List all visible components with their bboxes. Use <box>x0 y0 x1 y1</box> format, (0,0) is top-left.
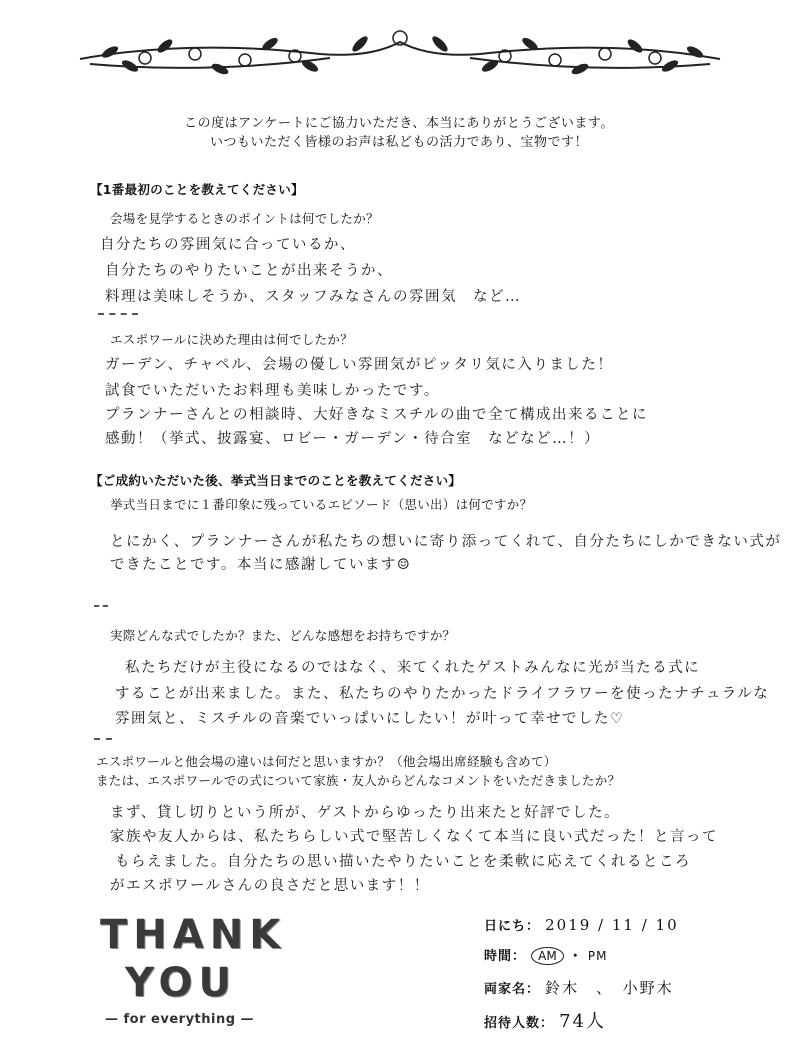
guests-row <box>484 1007 606 1033</box>
answer-reason-line-4: 感動！（挙式、披露宴、ロビー・ガーデン・待合室 などなど…！） <box>105 431 601 447</box>
intro-line-2: いつもいただく皆様のお声は私どもの活力であり、宝物です！ <box>209 135 588 150</box>
answer-episode-line-1: とにかく、プランナーさんが私たちの想いに寄り添ってくれて、自分たちにしかできない式が <box>110 534 782 550</box>
for-everything-text: — for everything — <box>105 1012 255 1027</box>
date-row <box>484 915 679 934</box>
question-difference-line-2: または、エスポワールでの式について家族・友人からどんなコメントをいただきましたか？ <box>96 773 621 788</box>
question-viewing-points: 会場を見学するときのポイントは何でしたか？ <box>110 211 379 226</box>
divider-dash <box>94 738 112 740</box>
guests-label: 招待人数： <box>484 1016 555 1031</box>
answer-difference-line-4: がエスポワールさんの良さだと思います！！ <box>110 878 430 894</box>
answer-viewing-points-line-2: 自分たちのやりたいことが出来そうか、 <box>105 263 393 279</box>
section-2-title: 【ご成約いただいた後、挙式当日までのことを教えてください】 <box>90 473 462 488</box>
answer-impression-line-3: 雰囲気と、ミスチルの音楽でいっぱいにしたい！が叶って幸せでした♡ <box>115 711 625 727</box>
answer-difference-line-3: もらえました。自分たちの思い描いたやりたいことを柔軟に応えてくれるところ <box>115 854 691 870</box>
answer-episode-line-2: できたことです。本当に感謝しています☺ <box>110 557 412 573</box>
time-separator: ・ <box>568 949 583 964</box>
family-value: 鈴木 、 小野木 <box>545 979 674 997</box>
answer-difference-line-2: 家族や友人からは、私たちらしい式で堅苦しくなくて本当に良い式だった！と言って <box>110 829 718 845</box>
question-difference-line-1: エスポワールと他会場の違いは何だと思いますか？（他会場出席経験も含めて） <box>96 754 557 769</box>
divider-dash <box>94 605 108 607</box>
answer-difference-line-1: まず、貸し切りという所が、ゲストからゆったり出来たと好評でした。 <box>110 805 621 821</box>
answer-viewing-points-line-1: 自分たちの雰囲気に合っているか、 <box>100 237 356 253</box>
answer-impression-line-1: 私たちだけが主役になるのではなく、来てくれたゲストみんなに光が当たる式に <box>125 660 701 676</box>
answer-reason-line-2: 試食でいただいたお料理も美味しかったです。 <box>105 383 440 399</box>
family-row <box>484 977 674 998</box>
section-1-title: 【1番最初のことを教えてください】 <box>90 182 304 197</box>
floral-wreath-decoration <box>70 14 730 94</box>
answer-reason-line-3: プランナーさんとの相談時、大好きなミスチルの曲で全て構成出来ることに <box>105 407 648 423</box>
divider-dash <box>98 313 138 315</box>
intro-line-1: この度はアンケートにご協力いただき、本当にありがとうございます。 <box>184 116 614 131</box>
answer-viewing-points-line-3: 料理は美味しそうか、スタッフみなさんの雰囲気 など… <box>105 289 521 305</box>
time-am-circled: AM <box>531 947 564 965</box>
question-memorable-episode: 挙式当日までに１番印象に残っているエピソード（思い出）は何ですか？ <box>110 497 533 512</box>
time-pm: PM <box>587 949 608 963</box>
date-value: 2019 / 11 / 10 <box>545 916 679 934</box>
guests-value: 74人 <box>559 1011 607 1032</box>
question-ceremony-impression: 実際どんな式でしたか？また、どんな感想をお持ちですか？ <box>110 628 456 643</box>
thank-text: THANK <box>100 912 287 958</box>
time-label: 時間： <box>484 949 527 964</box>
date-label: 日にち： <box>484 919 541 934</box>
answer-reason-line-1: ガーデン、チャペル、会場の優しい雰囲気がピッタリ気に入りました！ <box>105 357 614 373</box>
time-row <box>484 945 607 965</box>
you-text: YOU <box>125 960 238 1006</box>
family-label: 両家名： <box>484 982 541 997</box>
question-reason-chosen: エスポワールに決めた理由は何でしたか？ <box>110 332 353 347</box>
answer-impression-line-2: することが出来ました。また、私たちのやりたかったドライフラワーを使ったナチュラルな <box>115 686 770 702</box>
